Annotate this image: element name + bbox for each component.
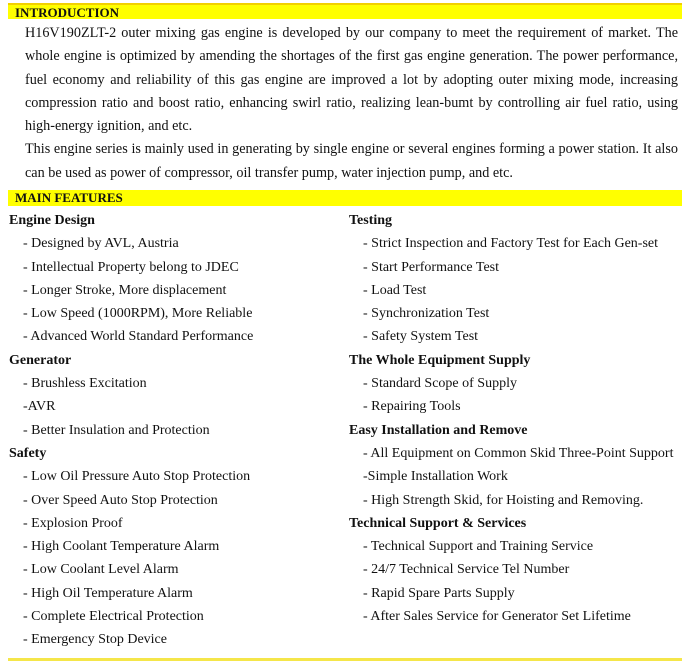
feature-item: - Low Coolant Level Alarm — [23, 562, 179, 578]
feature-group-title: Safety — [9, 445, 47, 461]
feature-item: - Explosion Proof — [23, 515, 123, 531]
feature-group-safety — [9, 442, 329, 652]
intro-paragraph: H16V190ZLT-2 outer mixing gas engine is developed by our company to meet the requirement of market. The whole engine is optimized by amending the shortages of the first gas engine generation. The power performance, fuel economy and reliability of this gas engine are improved a lot by adopting outer mixing mode, increasing compression ratio and boost ratio, enhancing swirl ratio, realizing lean-bumt by controlling air fuel ratio, using high-energy ignition, and etc. — [25, 25, 678, 135]
feature-item: - All Equipment on Common Skid Three-Point Support — [363, 445, 674, 461]
feature-group-title: The Whole Equipment Supply — [349, 352, 531, 368]
feature-item: - Strict Inspection and Factory Test for Each Gen-set — [363, 236, 659, 252]
feature-item: - Better Insulation and Protection — [23, 422, 210, 438]
feature-item: - High Coolant Temperature Alarm — [23, 539, 220, 555]
feature-item: -Simple Installation Work — [363, 469, 508, 485]
feature-item: - Repairing Tools — [363, 399, 461, 415]
feature-group-equipment-supply — [349, 349, 679, 419]
feature-group-technical-support — [349, 512, 679, 628]
feature-group-title: Technical Support & Services — [349, 515, 527, 531]
feature-item: - Over Speed Auto Stop Protection — [23, 492, 218, 508]
feature-item: - Low Oil Pressure Auto Stop Protection — [23, 469, 251, 485]
introduction-body — [25, 22, 678, 185]
feature-item: - Load Test — [363, 282, 427, 298]
feature-item: -AVR — [23, 399, 56, 415]
main-features-heading: MAIN FEATURES — [8, 190, 682, 206]
feature-group-engine-design — [9, 209, 329, 349]
feature-item: - After Sales Service for Generator Set Lifetime — [363, 609, 631, 625]
feature-item: - Emergency Stop Device — [23, 632, 167, 648]
feature-item: - High Oil Temperature Alarm — [23, 585, 193, 601]
feature-item: - High Strength Skid, for Hoisting and Removing. — [363, 492, 644, 508]
feature-group-installation — [349, 419, 679, 512]
feature-item: - Intellectual Property belong to JDEC — [23, 259, 239, 275]
feature-item: - Standard Scope of Supply — [363, 376, 517, 392]
feature-item: - Low Speed (1000RPM), More Reliable — [23, 306, 253, 322]
features-right-column — [349, 209, 679, 628]
feature-group-title: Testing — [349, 213, 393, 228]
feature-group-title: Easy Installation and Remove — [349, 422, 528, 438]
bottom-divider — [8, 658, 682, 661]
feature-item: - Advanced World Standard Performance — [23, 329, 254, 345]
feature-group-title: Engine Design — [9, 213, 95, 228]
introduction-heading: INTRODUCTION — [8, 3, 682, 19]
feature-item: - Longer Stroke, More displacement — [23, 282, 227, 298]
feature-item: - Rapid Spare Parts Supply — [363, 585, 515, 601]
feature-item: - 24/7 Technical Service Tel Number — [363, 562, 570, 578]
feature-item: - Start Performance Test — [363, 259, 499, 275]
feature-item: - Synchronization Test — [363, 306, 490, 322]
feature-item: - Designed by AVL, Austria — [23, 236, 179, 252]
feature-item: - Safety System Test — [363, 329, 479, 345]
feature-group-testing — [349, 209, 679, 349]
feature-group-generator — [9, 349, 329, 442]
feature-item: - Brushless Excitation — [23, 376, 147, 392]
features-left-column — [9, 209, 329, 652]
intro-paragraph: This engine series is mainly used in generating by single engine or several engines forming a power station. It also can be used as power of compressor, oil transfer pump, water injection pump, and etc. — [25, 141, 678, 181]
feature-group-title: Generator — [9, 352, 72, 368]
feature-item: - Technical Support and Training Service — [363, 539, 594, 555]
feature-item: - Complete Electrical Protection — [23, 609, 204, 625]
